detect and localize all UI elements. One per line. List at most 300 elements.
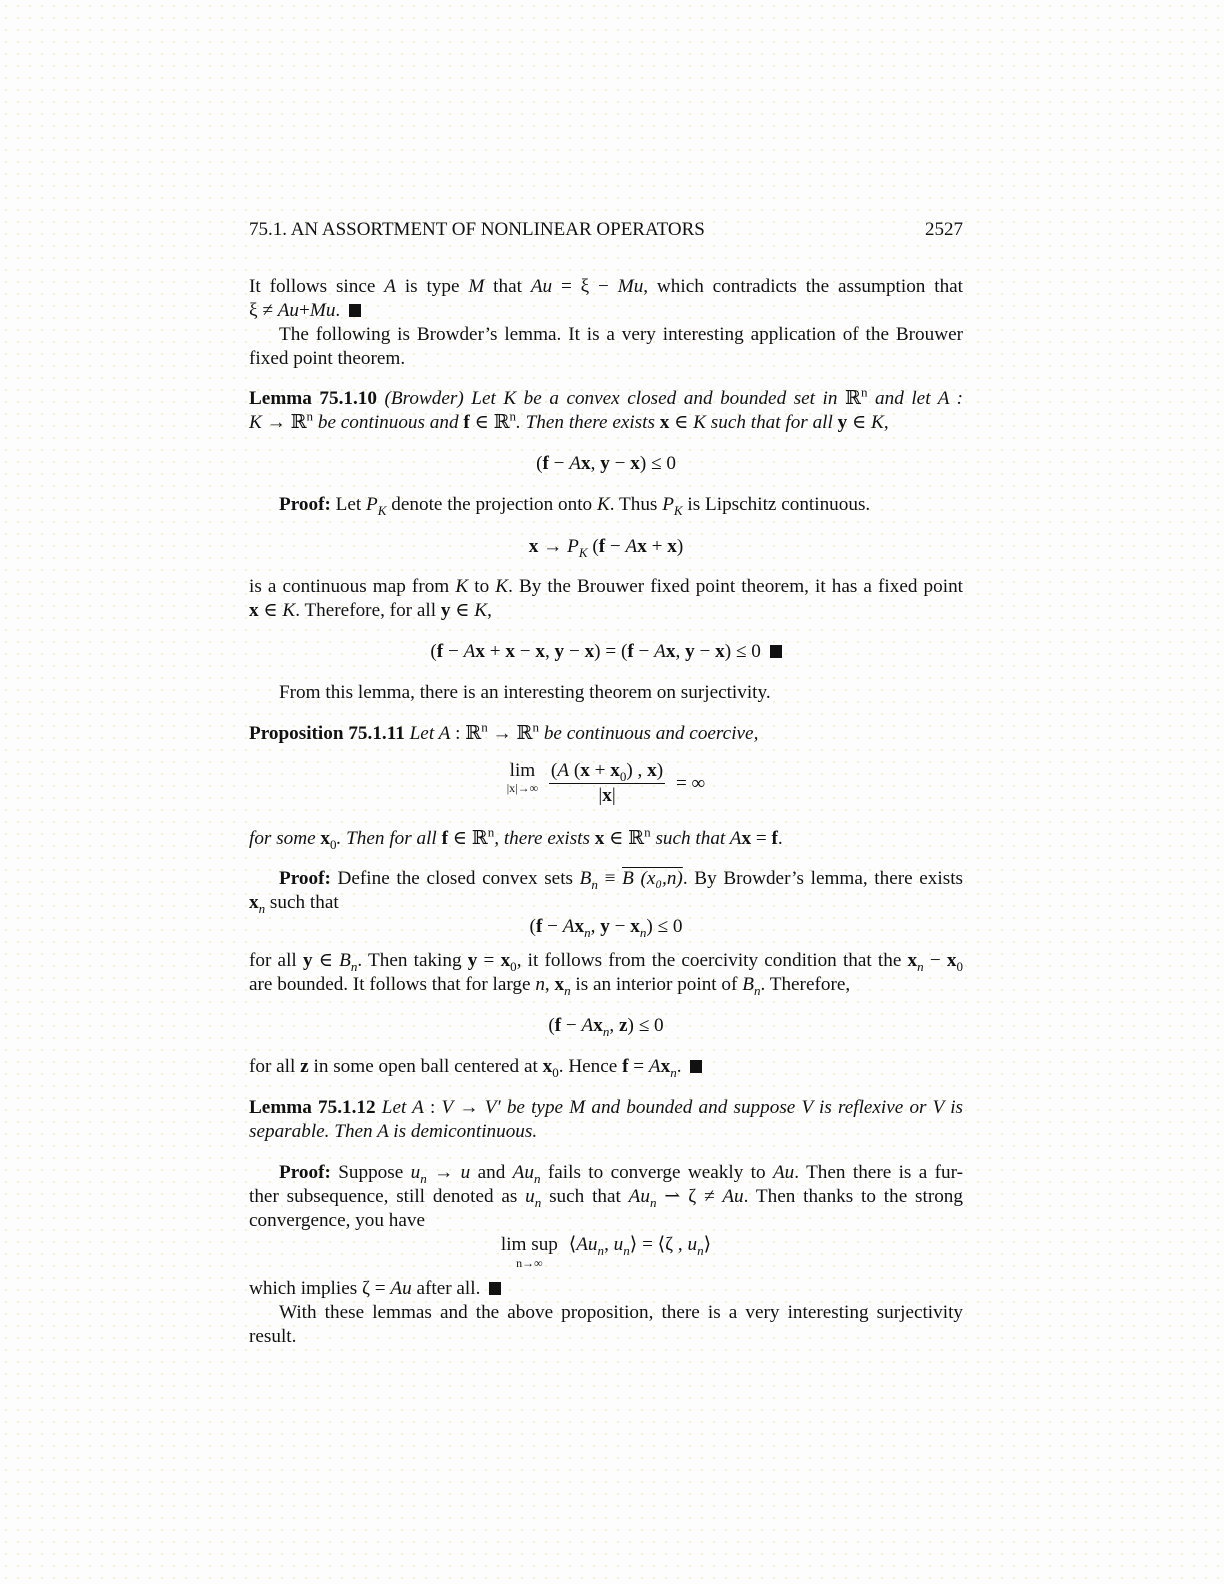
running-header	[249, 219, 963, 241]
qed-square-icon	[489, 1282, 501, 1295]
text-run: (	[536, 453, 543, 474]
subscript: 0	[330, 836, 337, 852]
text-run: = ξ −	[552, 276, 618, 297]
italic-math: (Browder) Let K be a convex closed and bounded set in	[384, 388, 846, 409]
display-equation	[249, 1014, 963, 1038]
italic-math: be continuous and coercive,	[539, 723, 759, 744]
subscript: n	[917, 958, 924, 974]
text-run: −	[561, 1015, 582, 1036]
italic-math: A	[569, 453, 582, 474]
text-run: denote the projection onto	[386, 494, 597, 515]
text-run: ) ,	[626, 760, 648, 781]
text-run: (	[569, 760, 581, 781]
text-run: From this lemma, there is an interesting theorem on surjectivity.	[279, 682, 771, 703]
bold-math: x	[574, 916, 585, 937]
text-run: ,	[609, 1015, 619, 1036]
text-run: +	[589, 760, 611, 781]
bold-math: x	[593, 1015, 603, 1036]
display-equation-limit	[249, 760, 963, 807]
text-run: ℝ	[845, 388, 861, 409]
bold-math: y	[837, 412, 848, 433]
bold-math: f	[598, 536, 606, 557]
italic-math: and let A :	[867, 388, 964, 409]
text-run: →	[453, 1097, 485, 1118]
text-run: ξ ≠	[249, 300, 278, 321]
text-run: ∈	[450, 600, 475, 621]
text-run: |	[598, 785, 603, 806]
italic-math: V	[441, 1097, 454, 1118]
text-run: ∈	[847, 412, 872, 433]
superscript: n	[532, 719, 540, 735]
subscript: n	[258, 900, 266, 916]
italic-math: M	[468, 276, 485, 297]
subscript: n	[534, 1170, 541, 1186]
display-equation	[249, 915, 963, 939]
paragraph-line	[249, 299, 963, 323]
italic-math: Au	[277, 300, 300, 321]
bold-math: x	[475, 641, 485, 662]
text-run: −	[609, 916, 631, 937]
fraction-denominator	[598, 784, 615, 807]
subscript: n	[597, 1242, 605, 1258]
bold-math: x	[528, 536, 539, 557]
superscript: n	[860, 384, 868, 400]
italic-math: such that for all	[705, 412, 838, 433]
text-run: →	[426, 1162, 461, 1183]
bold-math: x	[715, 641, 725, 662]
lemma-heading	[249, 384, 964, 411]
bold-math: x	[667, 536, 677, 557]
lemma-statement	[249, 408, 963, 435]
text-run: .	[335, 300, 346, 321]
qed-square-icon	[349, 304, 361, 317]
text-run: is a continuous map from	[249, 576, 456, 597]
section-title: 75.1. AN ASSORTMENT OF NONLINEAR OPERATORS	[249, 219, 705, 240]
bold-math: x	[584, 641, 595, 662]
limit-subscript: |x|→∞	[506, 781, 539, 795]
bold-math: z	[300, 1056, 309, 1077]
bold-math: x	[665, 641, 676, 662]
text-run: ⟨	[568, 1234, 577, 1255]
italic-math: Let A	[381, 1097, 424, 1118]
italic-math: P	[662, 494, 674, 515]
text-run: . Then there is a fur-	[794, 1162, 963, 1183]
text-run: , it follows from the coercivity condition that the	[516, 950, 908, 971]
text-run: such that	[541, 1186, 629, 1207]
italic-math: A	[384, 276, 396, 297]
text-run: ∈ ℝ	[604, 828, 645, 849]
italic-math: , there exists	[494, 828, 595, 849]
text-run: (	[430, 641, 437, 662]
text-run: ) = (	[594, 641, 628, 662]
text-run: ,	[487, 600, 492, 621]
qed-square-icon	[690, 1060, 702, 1073]
paragraph-line	[249, 681, 963, 705]
text-run: ∈ ℝ	[469, 412, 510, 433]
paragraph-line	[249, 1301, 963, 1325]
fraction-numerator	[549, 760, 665, 784]
bold-math: y	[554, 641, 565, 662]
equation-rhs: = ∞	[675, 772, 706, 794]
display-equation-limsup	[249, 1233, 963, 1269]
bold-math: x	[249, 600, 259, 621]
proof-line	[249, 1055, 963, 1079]
limsup-expression	[568, 1234, 712, 1258]
display-equation	[249, 452, 963, 476]
text-run: ,	[544, 974, 555, 995]
text-run: −	[694, 641, 716, 662]
text-run: ) ≤ 0	[627, 1015, 664, 1036]
text-run: )	[676, 536, 684, 557]
subscript: K	[377, 502, 387, 518]
italic-math: such that	[650, 828, 730, 849]
text-run: fails to converge weakly to	[540, 1162, 773, 1183]
text-run: in some open ball centered at	[308, 1056, 543, 1077]
text-run: after all.	[411, 1278, 486, 1299]
text-run: . Therefore,	[760, 974, 851, 995]
italic-math: u	[525, 1186, 535, 1207]
text-run: :	[423, 1097, 442, 1118]
italic-math: A	[625, 536, 638, 557]
italic-math: P	[366, 494, 378, 515]
subscript: n	[591, 876, 598, 892]
italic-math: A	[557, 760, 570, 781]
subscript: n	[639, 924, 647, 940]
text-run: . Thus	[609, 494, 663, 515]
italic-math: K	[693, 412, 706, 433]
paragraph-line	[249, 1325, 963, 1349]
bold-math: x	[741, 828, 752, 849]
subscript: n	[753, 982, 761, 998]
text-run: ,	[675, 641, 686, 662]
text-run: −	[542, 916, 563, 937]
subscript: n	[350, 958, 358, 974]
text-run: ,	[544, 641, 555, 662]
subscript: K	[673, 502, 683, 518]
bold-math: x	[630, 916, 640, 937]
text-run: are bounded. It follows that for large	[249, 974, 536, 995]
superscript: n	[487, 824, 495, 840]
bold-math: x	[542, 1056, 553, 1077]
italic-math: u	[460, 1162, 471, 1183]
bold-math: x	[554, 974, 565, 995]
italic-math: Au	[722, 1186, 744, 1207]
text-run: −	[548, 453, 570, 474]
bold-math: z	[619, 1015, 628, 1036]
proof-line	[249, 1277, 963, 1301]
superscript: n	[481, 719, 488, 735]
italic-math: Au	[576, 1234, 598, 1255]
text-run: fixed point theorem.	[249, 348, 406, 369]
italic-math: Au	[772, 1162, 795, 1183]
bold-math: x	[505, 641, 515, 662]
fraction	[549, 760, 665, 807]
text-run: +	[646, 536, 668, 557]
italic-math: B	[579, 868, 592, 889]
bold-math: f	[771, 828, 778, 849]
text-run: . By the Brouwer fixed point theorem, it has a fixed point	[508, 576, 963, 597]
text-run: ∈	[669, 412, 694, 433]
text-run: −	[605, 536, 626, 557]
text-run: . Hence	[558, 1056, 623, 1077]
subscript: 0	[510, 958, 517, 974]
limsup-subscript: n→∞	[516, 1256, 543, 1270]
text-run: −	[514, 641, 536, 662]
text-run: that	[484, 276, 531, 297]
proof-line	[249, 973, 963, 997]
subscript: n	[649, 1194, 657, 1210]
bold-math: y	[600, 453, 610, 474]
italic-math: B	[742, 974, 754, 995]
proof-line	[249, 1185, 963, 1209]
text-run: ∈ ℝ	[447, 828, 488, 849]
italic-math: K	[249, 412, 262, 433]
text-run: for all	[249, 1056, 301, 1077]
superscript: n	[509, 408, 517, 424]
text-run: ∈	[312, 950, 340, 971]
bold-math: x	[320, 828, 331, 849]
text-run: +	[299, 300, 310, 321]
superscript: n	[306, 408, 314, 424]
text-run	[377, 388, 385, 409]
text-run: ) ≤ 0	[646, 916, 683, 937]
subscript: n	[602, 1023, 610, 1039]
text-run: With these lemmas and the above proposition, there is a very interesting surjectivity	[279, 1302, 963, 1323]
italic-math: A	[562, 916, 575, 937]
italic-math: u	[613, 1234, 624, 1255]
text-run: (	[529, 916, 536, 937]
text-run: =	[751, 828, 772, 849]
text-run: =	[628, 1056, 649, 1077]
text-run: and	[470, 1162, 513, 1183]
italic-math: A	[729, 828, 742, 849]
italic-math: Au	[512, 1162, 534, 1183]
bold-math: Lemma 75.1.10	[249, 388, 377, 409]
text-run: , which contradicts the assumption that	[643, 276, 964, 297]
bold-math: f	[535, 916, 543, 937]
paragraph-line	[249, 347, 963, 371]
bold-math: x	[500, 950, 511, 971]
text-run: . Therefore, for all	[295, 600, 441, 621]
text-run: Let	[330, 494, 367, 515]
italic-math: for some	[249, 828, 321, 849]
bold-math: f	[542, 453, 549, 474]
italic-math: K	[282, 600, 296, 621]
text-run: −	[564, 641, 585, 662]
limit-word: lim	[509, 760, 536, 781]
proof-line	[249, 891, 963, 915]
proof-line	[249, 1209, 963, 1233]
display-equation	[249, 640, 963, 664]
text-run: .	[777, 828, 783, 849]
italic-math: Mu	[309, 300, 336, 321]
bold-math: f	[463, 412, 470, 433]
italic-math: A	[581, 1015, 594, 1036]
limsup-operator	[501, 1233, 558, 1269]
text-run: −	[633, 641, 655, 662]
text-run: ∈	[258, 600, 283, 621]
text-run: (	[587, 536, 599, 557]
text-run: is type	[395, 276, 469, 297]
text-run: −	[923, 950, 947, 971]
limit-operator	[507, 760, 538, 794]
lemma-statement	[249, 1120, 963, 1144]
text-run: =	[477, 950, 501, 971]
bold-math: y	[685, 641, 695, 662]
text-run: →	[538, 536, 568, 557]
italic-math: Mu	[617, 276, 644, 297]
subscript: K	[578, 544, 588, 560]
subscript: 0	[956, 958, 963, 974]
bold-math: Proof:	[279, 1162, 331, 1183]
text-run: : ℝ	[450, 723, 482, 744]
text-run: is Lipschitz continuous.	[682, 494, 871, 515]
limsup-word: lim sup	[500, 1234, 558, 1255]
proof-line	[249, 867, 963, 891]
text-run: ⇀ ζ ≠	[656, 1186, 723, 1207]
subscript: n	[697, 1242, 704, 1258]
lemma-heading	[249, 1096, 963, 1120]
text-run: ⟩ = ⟨ζ ,	[629, 1234, 688, 1255]
display-equation	[249, 535, 963, 559]
text-run: The following is Browder’s lemma. It is a very interesting application of the Brouwer	[279, 324, 963, 345]
bold-math: f	[436, 641, 444, 662]
text-run: Define the closed convex sets	[330, 868, 580, 889]
text-run: is an interior point of	[570, 974, 743, 995]
italic-math: u	[687, 1234, 698, 1255]
text-run: +	[484, 641, 506, 662]
bold-math: f	[554, 1015, 562, 1036]
text-run: ⟩	[703, 1234, 712, 1255]
bold-math: Proof:	[279, 494, 331, 515]
text-run: −	[609, 453, 631, 474]
bold-math: Proposition 75.1.11	[249, 723, 405, 744]
italic-math: A	[463, 641, 476, 662]
subscript: 0	[619, 768, 627, 784]
subscript: n	[564, 982, 571, 998]
bold-math: Lemma 75.1.12	[249, 1097, 376, 1118]
subscript: n	[584, 924, 591, 940]
bold-math: x	[907, 950, 918, 971]
qed-square-icon	[770, 645, 782, 658]
proof-line	[249, 575, 963, 599]
italic-math: A	[648, 1056, 661, 1077]
subscript: n	[670, 1064, 677, 1080]
text-run: to	[468, 576, 496, 597]
bold-math: x	[594, 828, 605, 849]
bold-math: y	[600, 916, 610, 937]
text-run: ≡	[597, 868, 623, 889]
bold-math: y	[467, 950, 478, 971]
bold-math: f	[622, 1056, 629, 1077]
italic-math: K	[871, 412, 884, 433]
text-run: ,	[590, 916, 601, 937]
text-run: → ℝ	[261, 412, 307, 433]
text-run: for all	[249, 950, 303, 971]
paragraph-line	[249, 323, 963, 347]
page-number: 2527	[925, 219, 963, 240]
subscript: 0	[552, 1064, 559, 1080]
text-run: → ℝ	[487, 723, 533, 744]
text-run: . By Browder’s lemma, there exists	[682, 868, 963, 889]
text-run: ,	[604, 1234, 614, 1255]
proposition-statement	[249, 824, 963, 852]
subscript: n	[420, 1170, 427, 1186]
proposition-heading	[249, 719, 963, 746]
bold-math: x	[946, 950, 957, 971]
text-run: such that	[265, 892, 339, 913]
italic-math: be continuous and	[313, 412, 464, 433]
bold-math: x	[249, 892, 259, 913]
text-run: ,	[590, 453, 601, 474]
text-run: It follows since	[249, 276, 385, 297]
subscript: n	[623, 1242, 630, 1258]
bold-math: x	[660, 1056, 671, 1077]
text-run: . Then taking	[357, 950, 468, 971]
text-run: ) ≤ 0	[724, 641, 766, 662]
text-run: .	[676, 1056, 687, 1077]
italic-math: u	[410, 1162, 421, 1183]
bold-math: f	[627, 641, 634, 662]
text-run: ) ≤ 0	[639, 453, 676, 474]
italic-math: Au	[628, 1186, 650, 1207]
proof-line	[249, 599, 963, 623]
bold-math: x	[630, 453, 640, 474]
italic-math: K	[474, 600, 488, 621]
text-run: (	[548, 1015, 555, 1036]
italic-math: Au	[530, 276, 553, 297]
overlined-set: B (x₀,n)	[622, 868, 683, 889]
bold-math: x	[602, 785, 612, 806]
italic-math: V′	[484, 1097, 501, 1118]
subscript: n	[534, 1194, 542, 1210]
italic-math: K	[596, 494, 610, 515]
bold-math: x	[581, 453, 591, 474]
text-run: which implies ζ =	[249, 1278, 391, 1299]
text-run: ther subsequence, still denoted as	[249, 1186, 526, 1207]
italic-math: P	[567, 536, 579, 557]
proof-line	[249, 1161, 963, 1185]
italic-math: K	[455, 576, 469, 597]
italic-math: separable. Then A is demicontinuous.	[249, 1121, 538, 1142]
bold-math: x	[659, 412, 670, 433]
text-run: (	[550, 760, 558, 781]
text-run: |	[611, 785, 616, 806]
bold-math: Proof:	[279, 868, 331, 889]
bold-math: x	[580, 760, 590, 781]
text-run: −	[443, 641, 464, 662]
text-run: )	[656, 760, 664, 781]
text-run: result.	[249, 1326, 297, 1347]
italic-math: Let A	[409, 723, 451, 744]
italic-math: . Then for all	[336, 828, 442, 849]
text-run: Suppose	[330, 1162, 411, 1183]
italic-math: be type M and bounded and suppose V is reflexive or V is	[500, 1097, 964, 1118]
italic-math: B	[339, 950, 351, 971]
text-run: convergence, you have	[249, 1210, 425, 1231]
bold-math: x	[647, 760, 657, 781]
italic-math: Au	[390, 1278, 412, 1299]
italic-math: . Then there exists	[516, 412, 660, 433]
bold-math: x	[637, 536, 647, 557]
superscript: n	[644, 824, 651, 840]
italic-math: A	[654, 641, 666, 662]
bold-math: y	[302, 950, 313, 971]
bold-math: y	[440, 600, 451, 621]
italic-math: n	[535, 974, 545, 995]
paragraph-line	[249, 275, 963, 299]
bold-math: x	[610, 760, 620, 781]
